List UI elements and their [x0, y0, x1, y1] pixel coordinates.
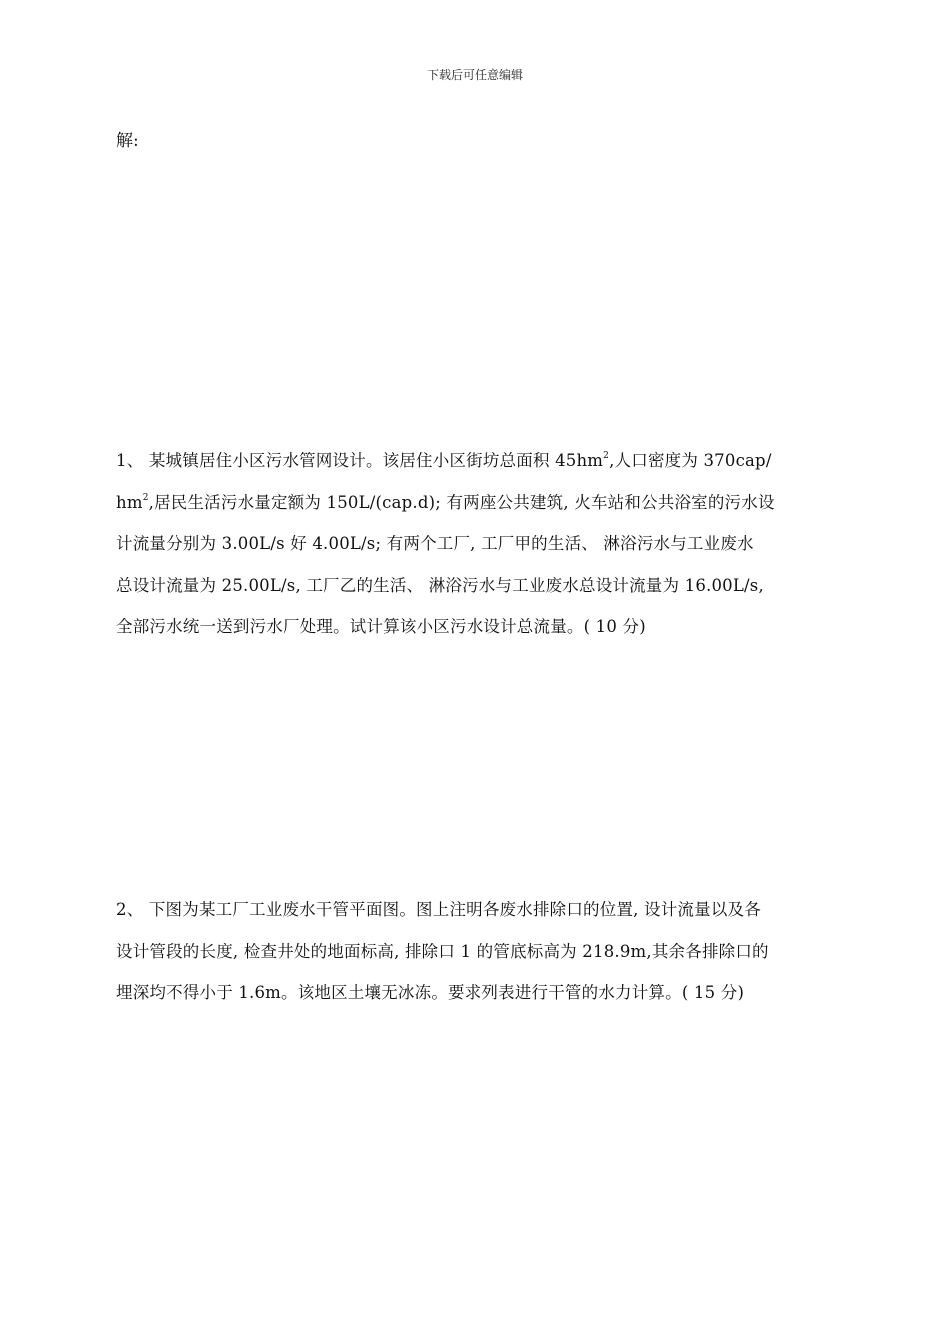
question-2-line-1: 2、 下图为某工厂工业废水干管平面图。图上注明各废水排除口的位置, 设计流量以及各: [116, 900, 761, 919]
question-1-line-2-tail: ,居民生活污水量定额为 150L/(cap.d); 有两座公共建筑, 火车站和公共浴室的污水设: [148, 492, 775, 512]
question-1-line-2: [116, 482, 864, 524]
question-2-line-2: 设计管段的长度, 检查井处的地面标高, 排除口 1 的管底标高为 218.9m,其余各排除口的: [116, 941, 769, 961]
question-1: [116, 440, 864, 648]
superscript-2: 2: [142, 492, 149, 503]
solution-label: 解:: [116, 131, 139, 151]
question-1-line-1: [116, 440, 864, 482]
superscript-2: 2: [603, 451, 610, 461]
question-2: [116, 889, 864, 1014]
question-1-line-1-text: 1、 某城镇居住小区污水管网设计。该居住小区街坊总面积 45hm: [116, 451, 604, 470]
question-1-line-3: 计流量分别为 3.00L/s 好 4.00L/s; 有两个工厂, 工厂甲的生活、 淋浴污水与工业废水: [116, 534, 754, 553]
question-1-line-5: 全部污水统一送到污水厂处理。试计算该小区污水设计总流量。( 10 分): [116, 617, 646, 636]
page-header: 下载后可任意编辑: [426, 68, 523, 82]
question-1-line-4: 总设计流量为 25.00L/s, 工厂乙的生活、 淋浴污水与工业废水总设计流量为 16.00L/s,: [116, 575, 764, 595]
question-2-line-3: 埋深均不得小于 1.6m。该地区土壤无冰冻。要求列表进行干管的水力计算。( 15 分): [116, 983, 745, 1002]
question-1-line-2-text: hm: [116, 492, 143, 512]
question-1-line-1-tail: ,人口密度为 370cap/: [609, 451, 772, 470]
